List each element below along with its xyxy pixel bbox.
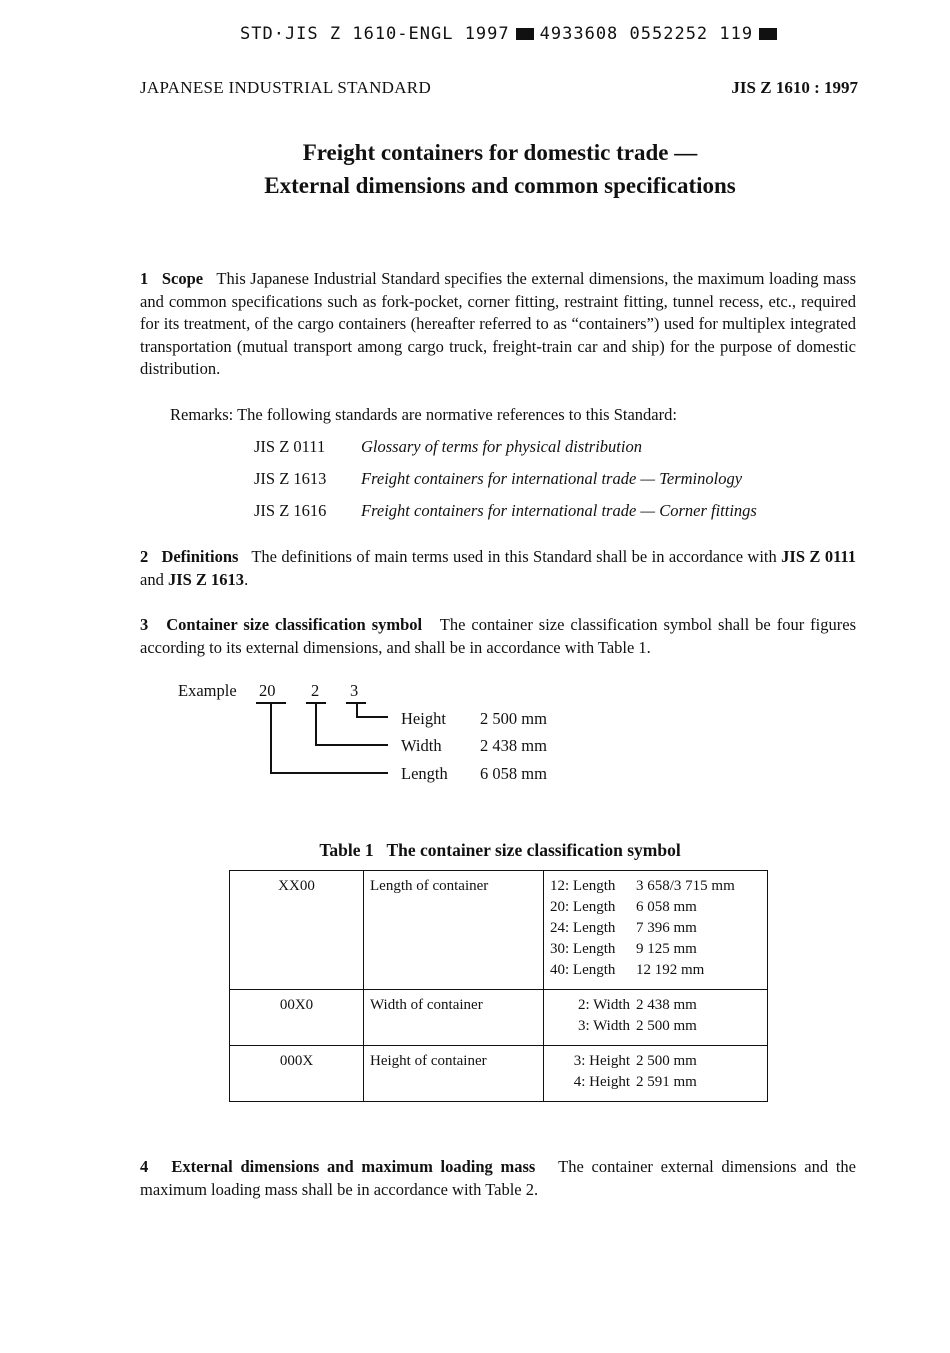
value-line: 24: Length 7 396 mm — [550, 920, 697, 936]
bracket-line — [315, 702, 317, 745]
table-row — [230, 1046, 768, 1102]
section-number: 1 — [140, 269, 149, 288]
period: . — [244, 569, 249, 589]
example-height-label: Height — [401, 709, 446, 728]
section-definitions — [140, 546, 856, 591]
page-title-line1: Freight containers for domestic trade — — [302, 140, 698, 165]
values-cell — [544, 990, 768, 1046]
document-code-part1: STD·JIS Z 1610-ENGL 1997 — [240, 24, 510, 44]
black-block-mark — [759, 28, 777, 40]
section-heading: External dimensions and maximum loading mass — [171, 1157, 536, 1176]
example-length-value: 6 058 mm — [480, 764, 547, 783]
example-height-value: 2 500 mm — [480, 709, 547, 728]
table-row — [230, 871, 768, 990]
table-caption — [0, 840, 950, 861]
reference-title: Freight containers for international trade — Corner fittings — [361, 501, 757, 520]
example-digit-height: 3 — [350, 681, 359, 700]
conjunction: and — [140, 569, 164, 589]
symbol-cell: 00X0 — [230, 990, 364, 1046]
value-line: 3: Width 2 500 mm — [577, 1018, 697, 1034]
remarks-text: The following standards are normative references to this Standard: — [237, 405, 677, 424]
section-number: 4 — [140, 1157, 149, 1176]
bracket-line — [356, 716, 388, 718]
section-text: This Japanese Industrial Standard specifies the external dimensions, the maximum loading mass and common specifications such as fork-pocket, corner fitting, restraint fitting, tunnel recess, etc., required for its treatment, of the cargo containers (hereafter referred to as “containers”) used for multiplex integrated transportation (mutual transport among cargo truck, freight-train car and ship) for the purpose of domestic distribution. — [140, 269, 857, 378]
values-cell — [544, 871, 768, 990]
section-text: The definitions of main terms used in this Standard shall be in accordance with — [251, 547, 777, 566]
value-line: 30: Length 9 125 mm — [550, 941, 697, 957]
value-line: 2: Width 2 438 mm — [577, 997, 697, 1013]
reference-title: Freight containers for international trade — Terminology — [361, 469, 743, 488]
table-title: The container size classification symbol — [386, 840, 681, 860]
section-heading: Container size classification symbol — [166, 615, 423, 634]
document-code-line — [240, 24, 783, 44]
table-row — [230, 990, 768, 1046]
standard-type-label: JAPANESE INDUSTRIAL STANDARD — [140, 78, 432, 97]
reference-code: JIS Z 1616 — [254, 501, 327, 520]
reference-code: JIS Z 0111 — [781, 547, 856, 566]
remarks-label: Remarks: — [170, 405, 234, 424]
value-line: 3: Height 2 500 mm — [573, 1053, 697, 1069]
description-cell: Length of container — [364, 871, 544, 990]
symbol-cell: XX00 — [230, 871, 364, 990]
value-line: 12: Length 3 658/3 715 mm — [550, 878, 735, 894]
page-title-line2: External dimensions and common specifications — [264, 173, 736, 198]
section-text: The container external dimensions and the maximum loading mass shall be in accordance with Table 2. — [140, 1157, 856, 1199]
section-text: The container size classification symbol shall be four figures according to its external dimensions, and shall be in accordance with Table 1. — [140, 615, 857, 657]
size-symbol-table — [229, 870, 768, 1102]
example-length-label: Length — [401, 764, 448, 783]
section-size-symbol — [140, 614, 856, 659]
reference-code: JIS Z 1613 — [167, 569, 245, 589]
bracket-line — [270, 702, 272, 773]
section-number: 2 — [140, 547, 149, 566]
bracket-line — [270, 772, 388, 774]
reference-code: JIS Z 1613 — [254, 469, 327, 488]
section-scope — [140, 268, 856, 381]
description-cell: Width of container — [364, 990, 544, 1046]
reference-code: JIS Z 0111 — [254, 437, 326, 456]
section-external-dimensions — [140, 1156, 856, 1201]
value-line: 20: Length 6 058 mm — [550, 899, 697, 915]
remarks — [170, 405, 677, 425]
values-cell — [544, 1046, 768, 1102]
document-code-part2: 4933608 0552252 119 — [539, 24, 754, 44]
standard-number: JIS Z 1610 : 1997 — [731, 78, 858, 97]
example-digit-width: 2 — [311, 681, 320, 700]
symbol-cell: 000X — [230, 1046, 364, 1102]
example-digit-length: 20 — [259, 681, 276, 700]
example-width-value: 2 438 mm — [480, 736, 547, 755]
normative-reference — [254, 469, 742, 489]
reference-title: Glossary of terms for physical distribution — [361, 437, 642, 456]
description-cell: Height of container — [364, 1046, 544, 1102]
section-heading: Definitions — [161, 547, 239, 566]
normative-reference — [254, 501, 757, 521]
table-number: Table 1 — [319, 840, 374, 860]
black-block-mark — [516, 28, 534, 40]
value-line: 4: Height 2 591 mm — [573, 1074, 697, 1090]
bracket-line — [315, 744, 388, 746]
section-number: 3 — [140, 615, 149, 634]
example-width-label: Width — [401, 736, 442, 755]
normative-reference — [254, 437, 642, 457]
bracket-line — [356, 702, 358, 717]
example-label: Example — [178, 681, 237, 700]
value-line: 40: Length 12 192 mm — [550, 962, 705, 978]
section-heading: Scope — [161, 269, 204, 288]
